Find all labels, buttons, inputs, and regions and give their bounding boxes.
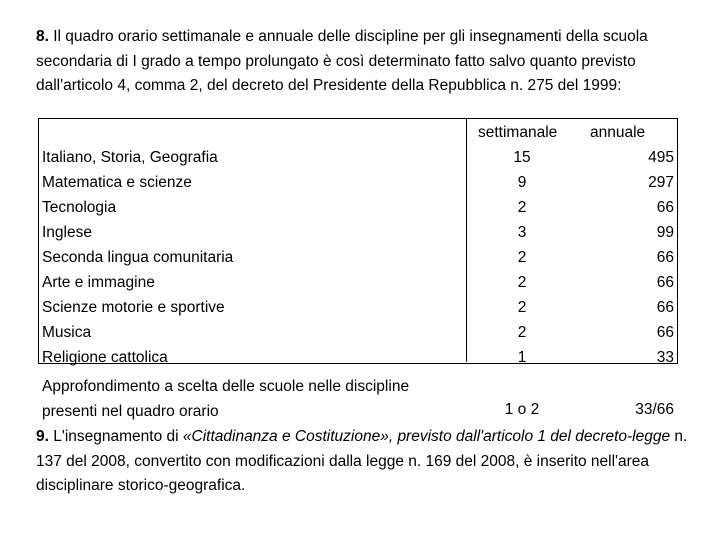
subject-cell: Inglese — [42, 224, 92, 241]
subject-cell: Matematica e scienze — [42, 174, 192, 191]
annual-cell: 66 — [656, 324, 674, 341]
extra-subject — [42, 374, 409, 424]
subject-cell: Italiano, Storia, Geografia — [42, 149, 218, 166]
weekly-cell: 2 — [517, 299, 527, 316]
note-8-paragraph — [36, 25, 696, 99]
annual-cell: 99 — [656, 224, 674, 241]
weekly-cell: 2 — [517, 249, 527, 266]
note-9-text-before: L'insegnamento di — [53, 428, 183, 445]
timetable — [38, 118, 678, 364]
weekly-cell: 1 — [517, 349, 527, 366]
extra-row — [38, 372, 678, 426]
note-9-number: 9. — [36, 428, 49, 445]
weekly-cell: 2 — [517, 324, 527, 341]
annual-cell: 297 — [648, 174, 674, 191]
weekly-cell: 15 — [513, 149, 531, 166]
weekly-cell: 2 — [517, 274, 527, 291]
extra-subject-line-1: Approfondimento a scelta delle scuole nelle discipline — [42, 378, 410, 395]
header-weekly: settimanale — [478, 124, 558, 141]
header-annual: annuale — [590, 124, 646, 141]
weekly-cell: 9 — [517, 174, 527, 191]
subject-cell: Religione cattolica — [42, 349, 168, 366]
subject-cell: Seconda lingua comunitaria — [42, 249, 234, 266]
note-8-number: 8. — [36, 28, 49, 45]
timetable-header-rule — [38, 118, 466, 119]
note-9-paragraph — [36, 425, 696, 499]
subject-cell: Musica — [42, 324, 92, 341]
annual-cell: 495 — [648, 149, 674, 166]
annual-cell: 66 — [656, 249, 674, 266]
note-9-text-after: n. 137 del 2008, convertito con modificazioni dalla legge n. 169 del 2008, è inserito nell'area disciplinare storico-geografica. — [36, 428, 688, 494]
subject-cell: Arte e immagine — [42, 274, 155, 291]
weekly-cell: 3 — [517, 224, 527, 241]
annual-cell: 33 — [656, 349, 674, 366]
subject-cell: Tecnologia — [42, 199, 117, 216]
extra-weekly: 1 o 2 — [504, 401, 540, 418]
annual-cell: 66 — [656, 199, 674, 216]
extra-annual: 33/66 — [635, 401, 674, 418]
note-9-italic: «Cittadinanza e Costituzione», previsto dall'articolo 1 del decreto-legge — [182, 428, 671, 445]
note-8-text: Il quadro orario settimanale e annuale delle discipline per gli insegnamenti della scuola secondaria di I grado a tempo prolungato è così determinato fatto salvo quanto previsto dall'articolo 4, comma 2, del decreto del Presidente della Repubblica n. 275 del 1999: — [36, 28, 648, 94]
annual-cell: 66 — [656, 299, 674, 316]
subject-cell: Scienze motorie e sportive — [42, 299, 225, 316]
weekly-cell: 2 — [517, 199, 527, 216]
extra-subject-line-2: presenti nel quadro orario — [42, 403, 219, 420]
annual-cell: 66 — [656, 274, 674, 291]
